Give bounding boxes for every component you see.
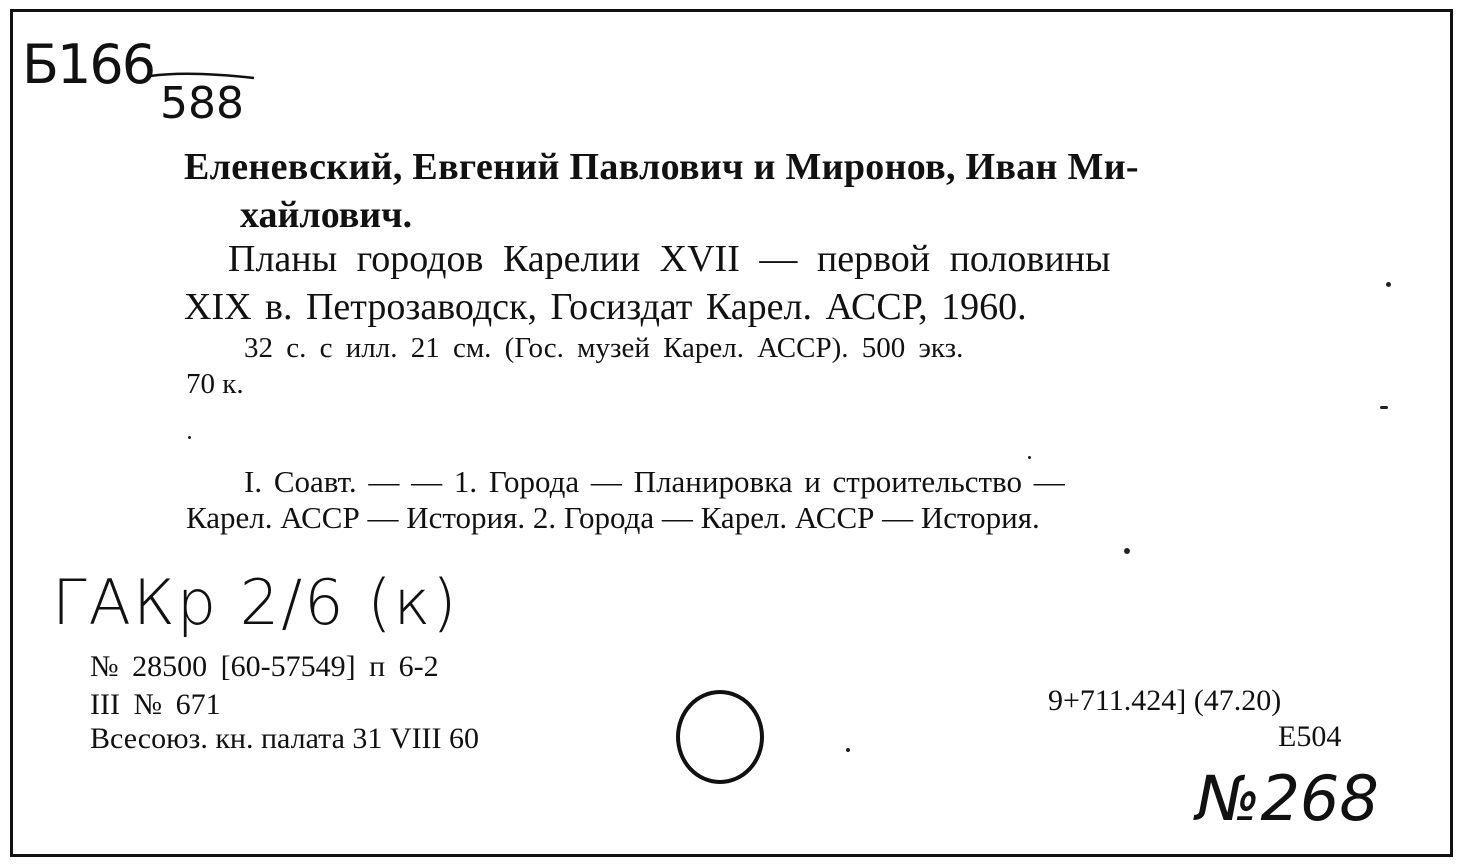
handwritten-shelf-mark: Б166: [22, 33, 155, 96]
card-control-number: № 28500 [60-57549] п 6-2: [90, 650, 439, 683]
price: 70 к.: [186, 368, 244, 400]
book-title-imprint: XIX в. Петрозаводск, Госиздат Карел. АССР, 1960.: [184, 286, 1027, 328]
speck: [1386, 282, 1391, 287]
subject-headings-cont: Карел. АССР — История. 2. Города — Карел. АССР — История.: [186, 500, 1040, 535]
speck: [1380, 406, 1388, 409]
punch-hole: [676, 690, 764, 784]
author-mark: Е504: [1278, 720, 1342, 753]
book-title: Планы городов Карелии XVII — первой половины: [228, 238, 1111, 280]
author-heading: Еленевский, Евгений Павлович и Миронов, Иван Ми-: [184, 146, 1139, 188]
handwritten-inventory-number: №268: [1196, 762, 1379, 835]
physical-description: 32 с. с илл. 21 см. (Гос. музей Карел. АССР). 500 экз.: [244, 332, 964, 364]
classification-code: 9+711.424] (47.20): [1048, 684, 1282, 717]
card-print-number: III № 671: [90, 688, 221, 721]
chamber-stamp: Всесоюз. кн. палата 31 VIII 60: [90, 722, 480, 755]
author-heading-cont: хайлович.: [240, 194, 413, 236]
speck: [1124, 548, 1130, 554]
speck: [1028, 456, 1031, 459]
speck: [188, 436, 191, 439]
subject-headings: I. Соавт. — — 1. Города — Планировка и строительство —: [244, 464, 1065, 499]
handwritten-shelf-sub: 588: [160, 78, 244, 129]
handwritten-location-code: ГАКр 2/6 (к): [52, 566, 459, 639]
speck: [846, 748, 850, 752]
